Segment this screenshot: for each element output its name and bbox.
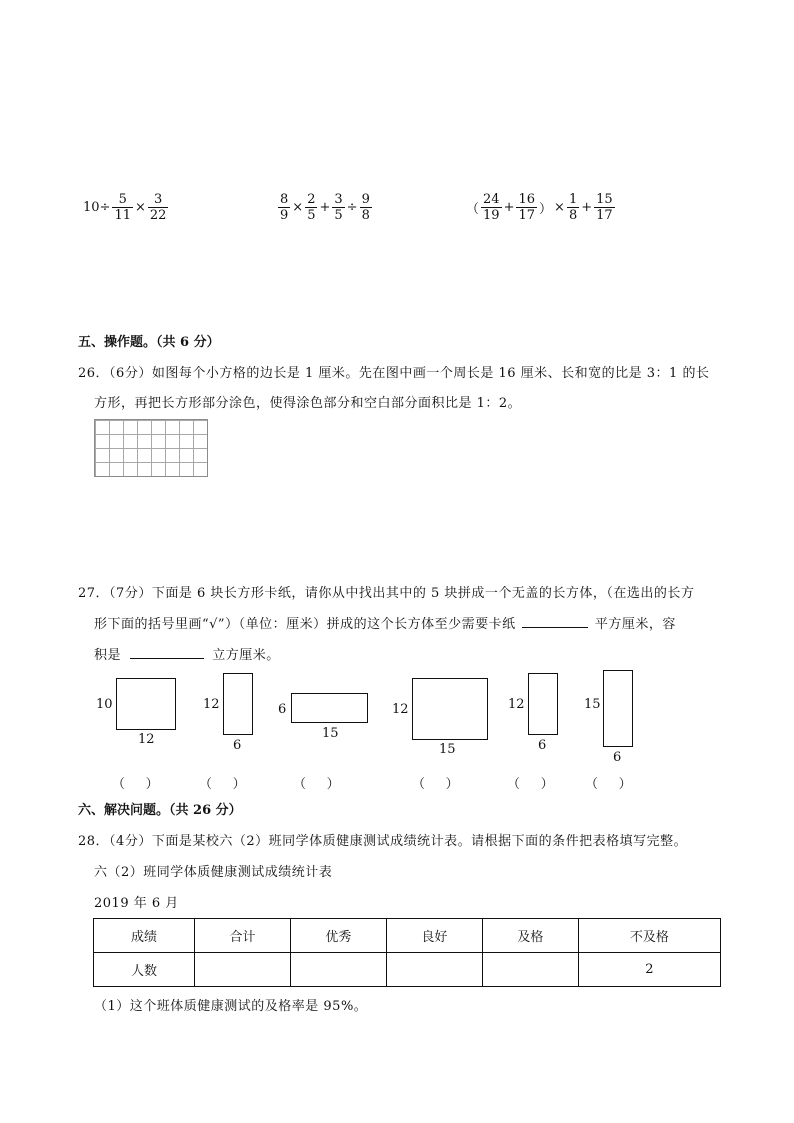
- table-date: 2019 年 6 月: [94, 896, 179, 911]
- fraction: $\frac{5}{11}$: [114, 192, 131, 223]
- header-cell: 及格: [482, 919, 578, 953]
- card-3-answer[interactable]: （ ）: [293, 777, 340, 792]
- calc-expression-3: （ $\frac{24}{19}$ + $\frac{16}{17}$ ） × $\frac{1}{8}$ + $\frac{15}{17}$: [466, 192, 613, 223]
- card-1-side: 10: [96, 697, 113, 712]
- header-cell: 不及格: [578, 919, 720, 953]
- card-3-side: 6: [278, 702, 287, 717]
- fraction: $\frac{16}{17}$: [518, 192, 536, 223]
- q28-sub1: （1）这个班体质健康测试的及格率是 95%。: [94, 999, 368, 1014]
- header-cell: 合计: [195, 919, 291, 953]
- expr1-lead: 10÷: [83, 200, 111, 215]
- card-5: [528, 673, 558, 735]
- fitness-stats-table: [93, 918, 721, 987]
- answer-cell-excellent[interactable]: [290, 953, 386, 987]
- value-cell-fail: 2: [578, 953, 720, 987]
- section-5-title: 五、操作题。（共 6 分）: [78, 335, 220, 350]
- card-3: [291, 693, 368, 723]
- fraction: $\frac{2}{5}$: [307, 192, 316, 223]
- section-6-title: 六、解决问题。（共 26 分）: [78, 803, 242, 818]
- card-1-answer[interactable]: （ ）: [112, 777, 159, 792]
- table-title: 六（2）班同学体质健康测试成绩统计表: [94, 865, 333, 880]
- q27-line2: 形下面的括号里画“√”）（单位：厘米）拼成的这个长方体至少需要卡纸 平方厘米，容: [94, 617, 676, 632]
- fraction: $\frac{8}{9}$: [280, 192, 289, 223]
- fraction: $\frac{9}{8}$: [361, 192, 370, 223]
- card-5-answer[interactable]: （ ）: [507, 777, 554, 792]
- table-header-row: [94, 919, 721, 953]
- answer-cell-pass[interactable]: [482, 953, 578, 987]
- row-label-cell: 人数: [94, 953, 195, 987]
- card-6-side: 15: [584, 697, 601, 712]
- card-4-answer[interactable]: （ ）: [412, 777, 459, 792]
- card-2: [223, 673, 253, 735]
- header-cell: 优秀: [290, 919, 386, 953]
- card-1: [116, 678, 176, 730]
- card-3-bottom: 15: [322, 726, 339, 741]
- card-6-bottom: 6: [613, 750, 622, 765]
- answer-cell-good[interactable]: [386, 953, 482, 987]
- q28-line1: 28．（4分）下面是某校六（2）班同学体质健康测试成绩统计表。请根据下面的条件把表格填写完整。: [78, 834, 688, 849]
- q26-line2: 方形，再把长方形部分涂色，使得涂色部分和空白部分面积比是 1：2。: [94, 396, 522, 411]
- fraction: $\frac{3}{22}$: [149, 192, 167, 223]
- header-cell: 成绩: [94, 919, 195, 953]
- answer-cell-total[interactable]: [195, 953, 291, 987]
- volume-answer-blank[interactable]: [130, 646, 204, 659]
- card-5-side: 12: [508, 697, 525, 712]
- fraction: $\frac{3}{5}$: [334, 192, 343, 223]
- card-5-bottom: 6: [538, 738, 547, 753]
- card-2-bottom: 6: [233, 738, 242, 753]
- fraction: $\frac{1}{8}$: [568, 192, 578, 223]
- q27-line3: 积是 立方厘米。: [94, 648, 280, 663]
- square-grid[interactable]: [94, 419, 208, 477]
- q26-line1: 26．（6分）如图每个小方格的边长是 1 厘米。先在图中画一个周长是 16 厘米、长和宽的比是 3：1 的长: [78, 366, 710, 381]
- card-2-answer[interactable]: （ ）: [199, 777, 246, 792]
- card-4: [412, 678, 488, 740]
- table-row: [94, 953, 721, 987]
- card-1-bottom: 12: [138, 732, 155, 747]
- calc-expression-1: 10÷ $\frac{5}{11}$ × $\frac{3}{22}$: [83, 192, 167, 223]
- card-4-side: 12: [392, 702, 409, 717]
- card-6: [603, 670, 633, 747]
- header-cell: 良好: [386, 919, 482, 953]
- card-2-side: 12: [203, 697, 220, 712]
- fraction: $\frac{24}{19}$: [483, 192, 500, 223]
- card-4-bottom: 15: [439, 742, 456, 757]
- q27-line1: 27．（7分）下面是 6 块长方形卡纸，请你从中找出其中的 5 块拼成一个无盖的长方体，（在选出的长方: [78, 586, 695, 601]
- calc-expression-2: $\frac{8}{9}$ × $\frac{2}{5}$ + $\frac{3}{5}$ ÷ $\frac{9}{8}$: [280, 192, 370, 223]
- card-6-answer[interactable]: （ ）: [585, 777, 632, 792]
- area-answer-blank[interactable]: [522, 615, 588, 628]
- fraction: $\frac{15}{17}$: [596, 192, 613, 223]
